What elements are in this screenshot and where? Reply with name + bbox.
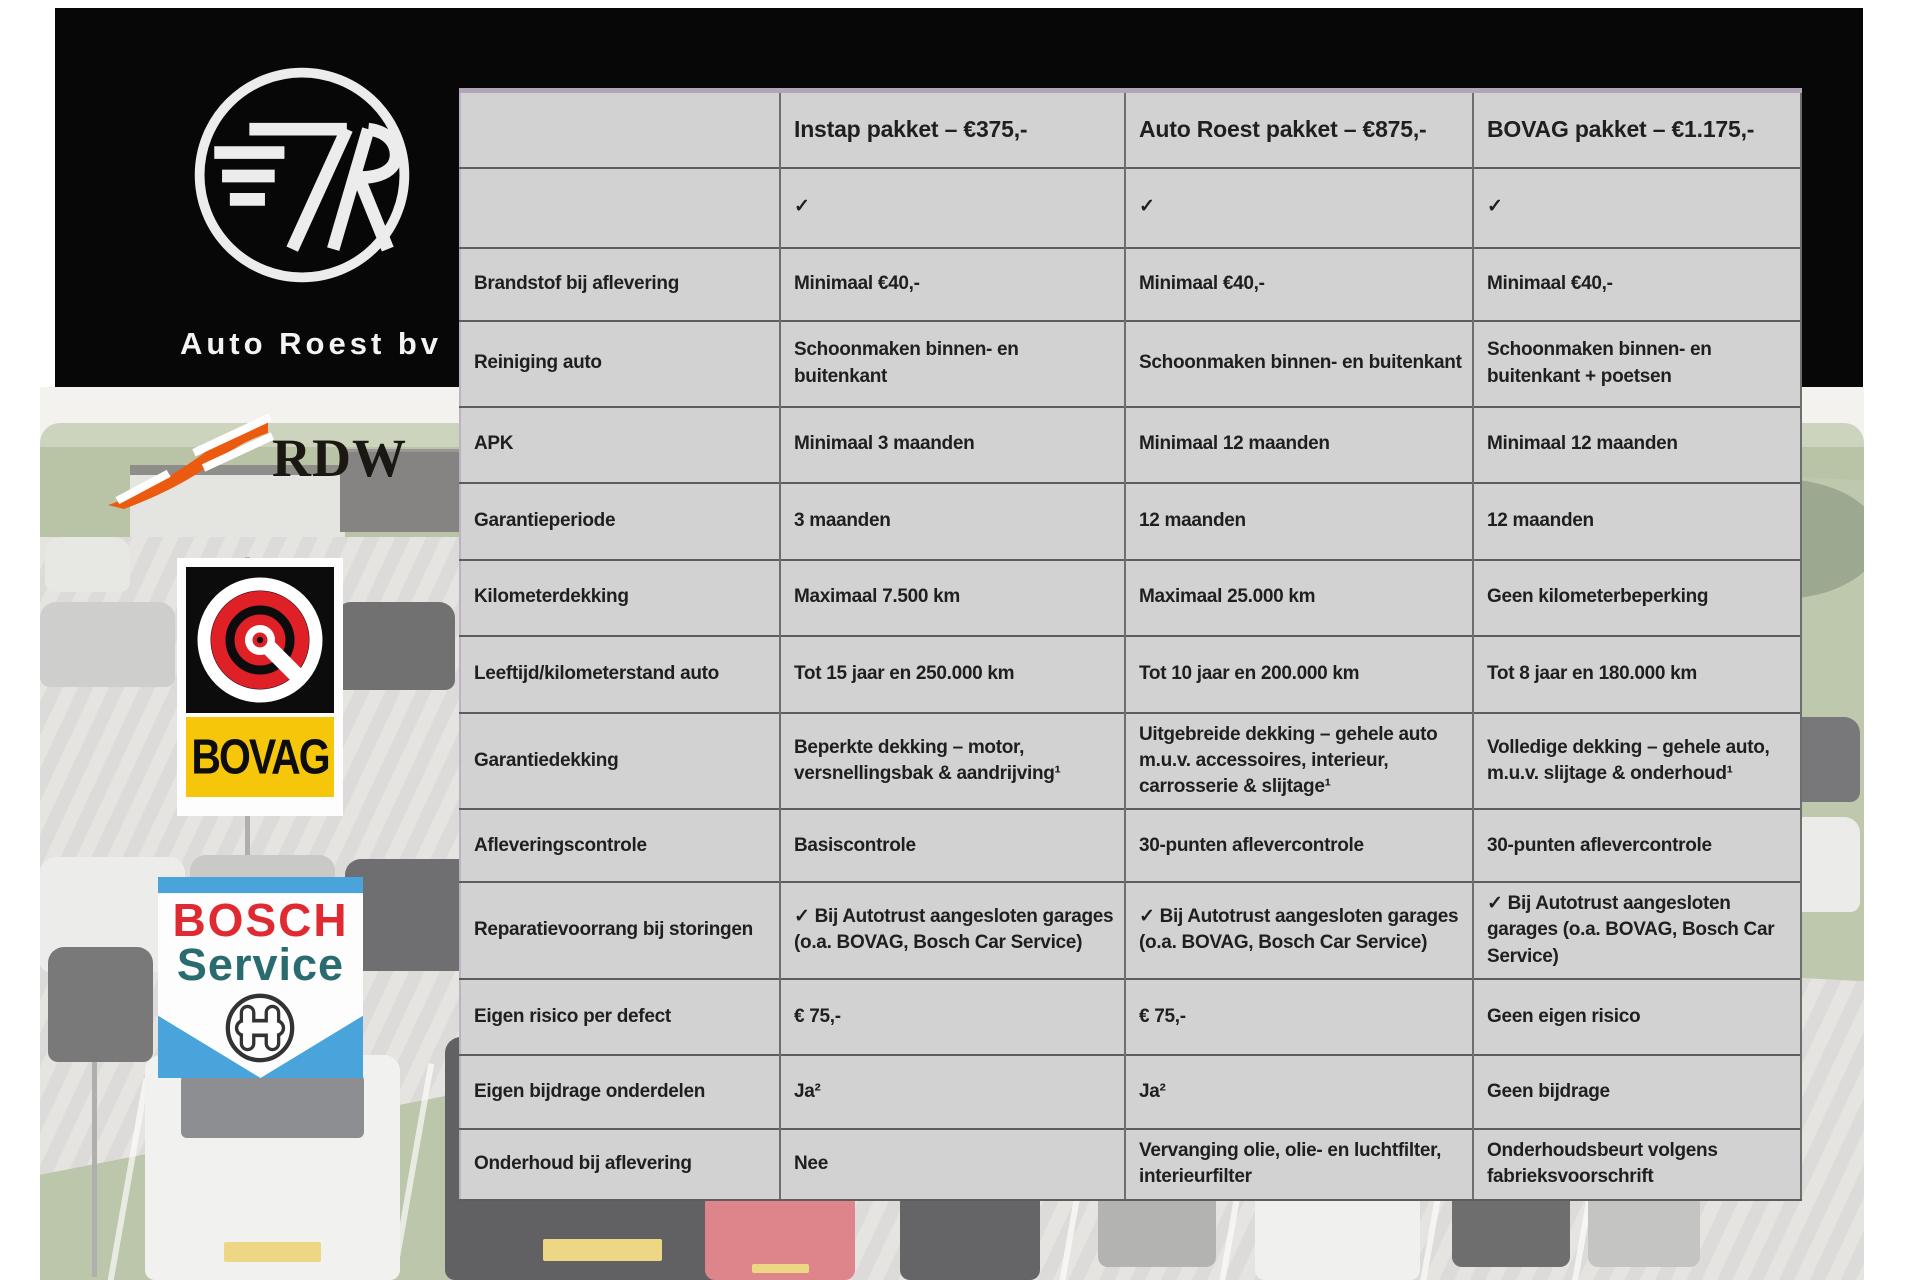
bovag-label-block — [186, 717, 334, 797]
feature-value: Uitgebreide dekking – gehele auto m.u.v. accessoires, interieur, carrosserie & slijtage¹ — [1125, 713, 1473, 810]
feature-label: Eigen risico per defect — [460, 979, 780, 1055]
feature-value: Schoonmaken binnen- en buitenkant + poetsen — [1473, 321, 1801, 407]
parked-car — [45, 537, 130, 592]
feature-value: 12 maanden — [1125, 483, 1473, 560]
bosch-armature-icon — [221, 989, 299, 1067]
feature-value: Geen bijdrage — [1473, 1055, 1801, 1129]
feature-value: ✓ Bij Autotrust aangesloten garages (o.a. BOVAG, Bosch Car Service) — [1473, 882, 1801, 979]
feature-row — [460, 407, 1801, 483]
feature-label: Leeftijd/kilometerstand auto — [460, 636, 780, 713]
rdw-logo-text: RDW — [272, 428, 407, 488]
feature-row — [460, 321, 1801, 407]
package-table-header-row — [460, 91, 1801, 168]
feature-row — [460, 636, 1801, 713]
parked-car — [335, 602, 455, 690]
feature-value: 30-punten aflevercontrole — [1473, 809, 1801, 882]
feature-value: Vervanging olie, olie- en luchtfilter, interieurfilter — [1125, 1129, 1473, 1200]
feature-label: Afleveringscontrole — [460, 809, 780, 882]
feature-value: Minimaal 12 maanden — [1473, 407, 1801, 483]
feature-value: Schoonmaken binnen- en buitenkant — [780, 321, 1125, 407]
feature-value: € 75,- — [1125, 979, 1473, 1055]
feature-value: Geen kilometerbeperking — [1473, 560, 1801, 636]
bovag-emblem-icon — [186, 567, 334, 713]
auto-roest-logo-icon — [185, 58, 419, 292]
feature-row — [460, 248, 1801, 321]
feature-value: 12 maanden — [1473, 483, 1801, 560]
bosch-service-logo — [158, 877, 363, 1078]
brand-name: Auto Roest bv — [179, 326, 443, 361]
feature-row — [460, 882, 1801, 979]
feature-value: Volledige dekking – gehele auto, m.u.v. slijtage & onderhoud¹ — [1473, 713, 1801, 810]
feature-value: Minimaal €40,- — [780, 248, 1125, 321]
feature-value: ✓ — [1473, 168, 1801, 248]
feature-row — [460, 560, 1801, 636]
parked-car — [705, 1187, 855, 1280]
parked-car — [48, 947, 153, 1062]
feature-label: Garantiedekking — [460, 713, 780, 810]
feature-label: Reparatievoorrang bij storingen — [460, 882, 780, 979]
feature-value: € 75,- — [780, 979, 1125, 1055]
feature-value: Ja² — [780, 1055, 1125, 1129]
feature-label: Garantieperiode — [460, 483, 780, 560]
parked-car — [145, 1055, 400, 1280]
feature-label — [460, 168, 780, 248]
feature-value: Minimaal 3 maanden — [780, 407, 1125, 483]
feature-value: Maximaal 25.000 km — [1125, 560, 1473, 636]
feature-value: Minimaal €40,- — [1473, 248, 1801, 321]
feature-value: ✓ — [780, 168, 1125, 248]
feature-value: Tot 15 jaar en 250.000 km — [780, 636, 1125, 713]
feature-label: Kilometerdekking — [460, 560, 780, 636]
feature-value: Beperkte dekking – motor, versnellingsbak & aandrijving¹ — [780, 713, 1125, 810]
feature-row — [460, 1129, 1801, 1200]
parked-car — [40, 602, 175, 687]
feature-value: Tot 8 jaar en 180.000 km — [1473, 636, 1801, 713]
feature-row — [460, 168, 1801, 248]
feature-value: Maximaal 7.500 km — [780, 560, 1125, 636]
bosch-logo-text: BOSCH — [172, 894, 349, 946]
feature-value: 30-punten aflevercontrole — [1125, 809, 1473, 882]
feature-row — [460, 979, 1801, 1055]
feature-value: Ja² — [1125, 1055, 1473, 1129]
package-column-header: Instap pakket – €375,- — [780, 91, 1125, 168]
feature-value: Nee — [780, 1129, 1125, 1200]
feature-value: Geen eigen risico — [1473, 979, 1801, 1055]
feature-column-header — [460, 91, 780, 168]
bovag-logo — [177, 558, 343, 816]
feature-row — [460, 809, 1801, 882]
feature-label: Onderhoud bij aflevering — [460, 1129, 780, 1200]
feature-row — [460, 713, 1801, 810]
bovag-logo-text: BOVAG — [191, 728, 329, 784]
feature-value: ✓ Bij Autotrust aangesloten garages (o.a. BOVAG, Bosch Car Service) — [780, 882, 1125, 979]
package-column-header: Auto Roest pakket – €875,- — [1125, 91, 1473, 168]
feature-value: Basiscontrole — [780, 809, 1125, 882]
package-column-header: BOVAG pakket – €1.175,- — [1473, 91, 1801, 168]
package-comparison-table — [459, 88, 1802, 1201]
feature-label: Reiniging auto — [460, 321, 780, 407]
feature-label: APK — [460, 407, 780, 483]
bosch-service-text: Service — [176, 939, 345, 990]
feature-value: ✓ — [1125, 168, 1473, 248]
rdw-wing-icon — [104, 405, 274, 520]
feature-row — [460, 1055, 1801, 1129]
package-table-body — [460, 168, 1801, 1200]
license-plate — [543, 1239, 663, 1261]
feature-label: Brandstof bij aflevering — [460, 248, 780, 321]
feature-value: ✓ Bij Autotrust aangesloten garages (o.a. BOVAG, Bosch Car Service) — [1125, 882, 1473, 979]
feature-value: Minimaal €40,- — [1125, 248, 1473, 321]
feature-value: Minimaal 12 maanden — [1125, 407, 1473, 483]
rdw-logo — [104, 405, 407, 535]
license-plate — [752, 1264, 809, 1272]
feature-value: 3 maanden — [780, 483, 1125, 560]
feature-label: Eigen bijdrage onderdelen — [460, 1055, 780, 1129]
license-plate — [224, 1242, 321, 1262]
feature-value: Onderhoudsbeurt volgens fabrieksvoorschrift — [1473, 1129, 1801, 1200]
windshield — [181, 1071, 365, 1139]
feature-value: Schoonmaken binnen- en buitenkant — [1125, 321, 1473, 407]
feature-value: Tot 10 jaar en 200.000 km — [1125, 636, 1473, 713]
feature-row — [460, 483, 1801, 560]
